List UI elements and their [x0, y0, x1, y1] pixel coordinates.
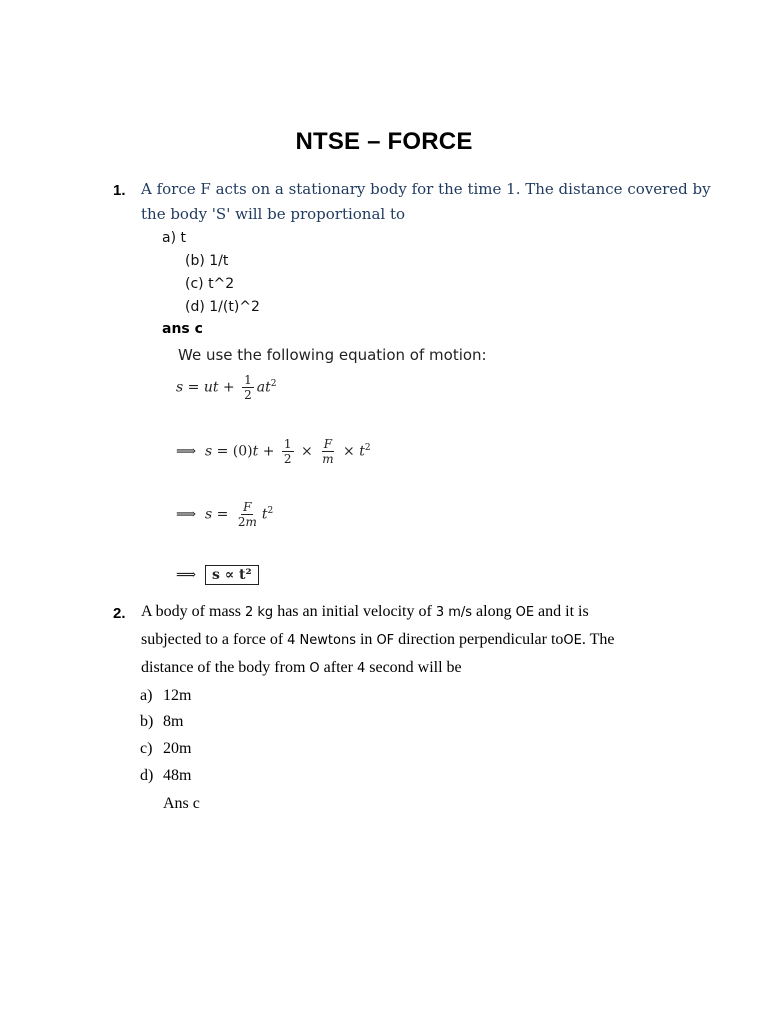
question-1-answer: ans c — [162, 321, 203, 337]
page-title: NTSE – FORCE — [295, 128, 473, 155]
question-2-option-b: b) 8m — [140, 713, 184, 730]
equation-2: ⟹ s = (0)t + $\frac{1}{2}$ × $\frac{F}{m}$ × $t^2$ — [176, 437, 371, 466]
question-2-option-c: c) 20m — [140, 740, 192, 757]
question-1-option-b: (b) 1/t — [185, 253, 229, 269]
question-1-text-line-1: A force F acts on a stationary body for the time 1. The distance covered by — [141, 180, 711, 198]
question-2-answer: Ans c — [163, 795, 200, 812]
equation-4: ⟹ s ∝ t² — [176, 565, 259, 585]
equation-3: ⟹ s = $\frac{F}{2m}$ $t^2$ — [176, 500, 274, 529]
equation-1: s = ut + $\frac{1}{2}$ $at^2$ — [176, 373, 277, 402]
question-1-option-d: (d) 1/(t)^2 — [185, 299, 260, 315]
question-2-number: 2. — [113, 605, 126, 622]
solution-intro: We use the following equation of motion: — [178, 346, 487, 364]
question-1-option-c: (c) t^2 — [185, 276, 235, 292]
question-2-text-line-3: distance of the body from O after 4 second will be — [141, 659, 462, 676]
boxed-result: s ∝ t² — [205, 565, 259, 585]
question-2-option-a: a) 12m — [140, 687, 192, 704]
question-1-option-a: a) t — [162, 230, 186, 246]
question-1-text-line-2: the body 'S' will be proportional to — [141, 205, 406, 223]
question-2-text-line-2: subjected to a force of 4 Newtons in OF direction perpendicular toOE. The — [141, 631, 615, 648]
question-2-text-line-1: A body of mass 2 kg has an initial velocity of 3 m/s along OE and it is — [141, 603, 589, 620]
question-2-option-d: d) 48m — [140, 767, 192, 784]
question-1-number: 1. — [113, 182, 126, 199]
